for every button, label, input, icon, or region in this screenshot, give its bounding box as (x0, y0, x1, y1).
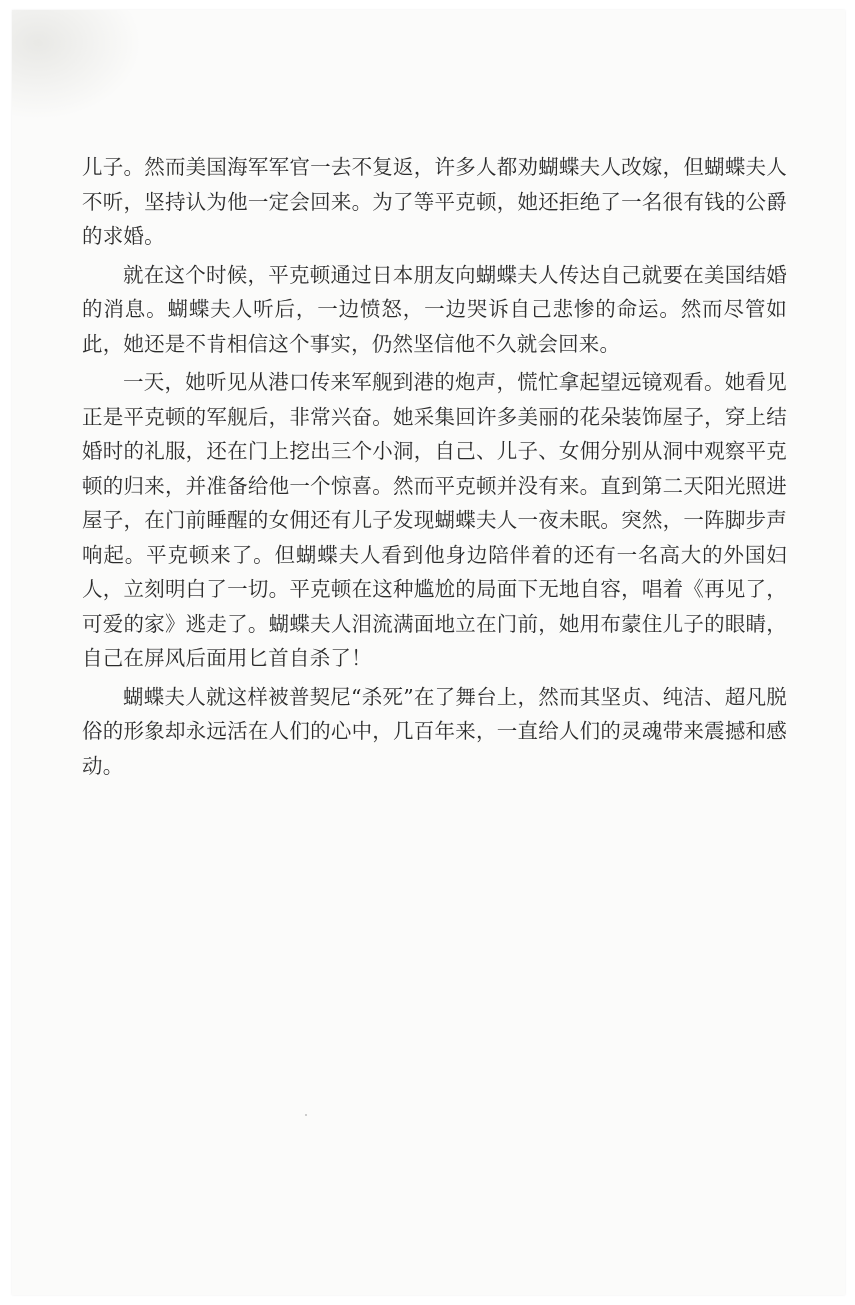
book-page (12, 10, 845, 1295)
scan-shadow (12, 10, 142, 120)
paragraph-3: 一天，她听见从港口传来军舰到港的炮声，慌忙拿起望远镜观看。她看见正是平克顿的军舰后，非常兴奋。她采集回许多美丽的花朵装饰屋子，穿上结婚时的礼服，还在门上挖出三个小洞，自己、儿子、女佣分别从洞中观察平克顿的归来，并准备给他一个惊喜。然而平克顿并没有来。直到第二天阳光照进屋子，在门前睡醒的女佣还有儿子发现蝴蝶夫人一夜未眠。突然，一阵脚步声响起。平克顿来了。但蝴蝶夫人看到他身边陪伴着的还有一名高大的外国妇人，立刻明白了一切。平克顿在这种尴尬的局面下无地自容，唱着《再见了，可爱的家》逃走了。蝴蝶夫人泪流满面地立在门前，她用布蒙住儿子的眼睛，自己在屏风后面用匕首自杀了！ (82, 370, 787, 670)
scan-speck (305, 1114, 307, 1116)
paragraph-4: 蝴蝶夫人就这样被普契尼“杀死”在了舞台上，然而其坚贞、纯洁、超凡脱俗的形象却永远活在人们的心中，几百年来，一直给人们的灵魂带来震撼和感动。 (82, 684, 787, 778)
paragraph-1: 儿子。然而美国海军军官一去不复返，许多人都劝蝴蝶夫人改嫁，但蝴蝶夫人不听，坚持认为他一定会回来。为了等平克顿，她还拒绝了一名很有钱的公爵的求婚。 (82, 155, 787, 248)
paragraph-2: 就在这个时候，平克顿通过日本朋友向蝴蝶夫人传达自己就要在美国结婚的消息。蝴蝶夫人听后，一边愤怒，一边哭诉自己悲惨的命运。然而尽管如此，她还是不肯相信这个事实，仍然坚信他不久就会回来。 (82, 262, 787, 356)
body-text (82, 150, 787, 787)
